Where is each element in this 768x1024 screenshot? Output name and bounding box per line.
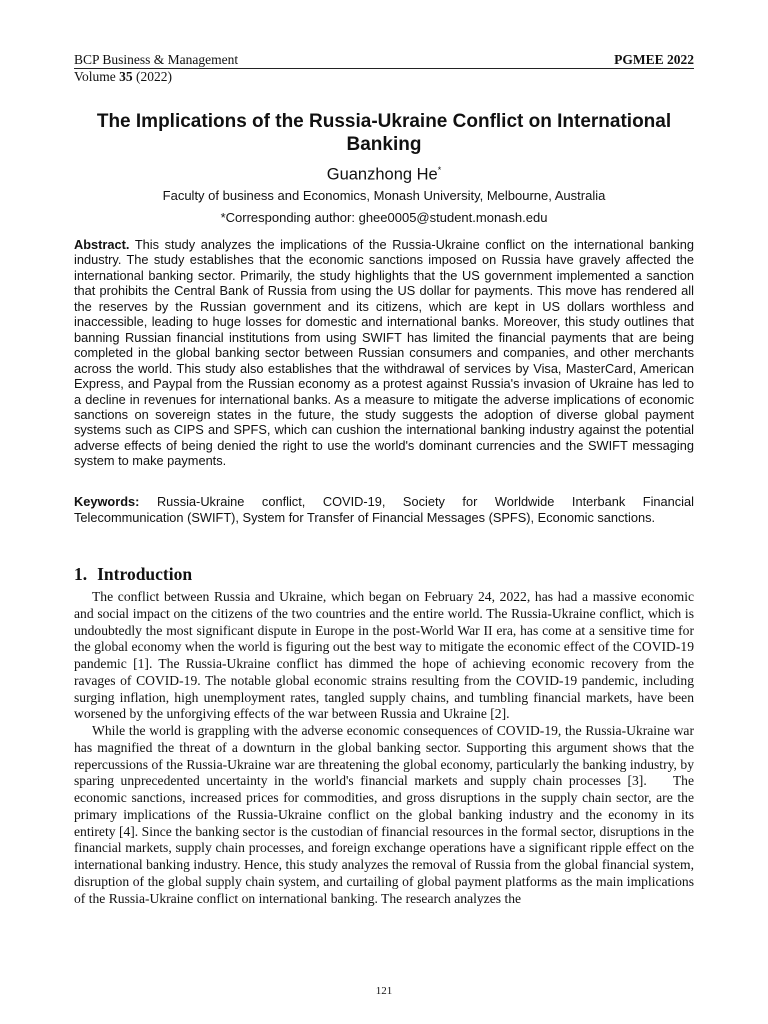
author-name: Guanzhong He (326, 165, 438, 184)
keywords (74, 494, 694, 525)
paper-title: The Implications of the Russia-Ukraine Conflict on International Banking (96, 111, 672, 155)
paragraph: While the world is grappling with the adverse economic consequences of COVID-19, the Russia-Ukraine war has magnified the threat of a downturn in the global banking sector. Supporting this argument shows that the repercussions of the Russia-Ukraine war are threatening the global economy, particularly the banking industry, by sparing unprecedented uncertainty in the world's financial markets and supply chain processes [3]. The economic sanctions, increased prices for commodities, and gross disruptions in the supply chain sector, are the primary implications of the Russia-Ukraine conflict on the global banking industry and the economy in its entirety [4]. Since the banking sector is the custodian of financial resources in the formal sector, disruptions in the financial markets, supply chain processes, and foreign exchange operations have a significant ripple effect on the international banking industry. Hence, this study analyzes the removal of Russia from the global financial system, disruption of the global supply chain system, and curtailing of global payment platforms as the main implications of the Russia-Ukraine conflict on international banking. The research analyzes the (74, 723, 694, 906)
conference-name: PGMEE 2022 (614, 52, 694, 67)
keywords-label: Keywords: (74, 494, 140, 509)
body-text (74, 589, 694, 907)
journal-name: BCP Business & Management (74, 52, 239, 67)
affiliation: Faculty of business and Economics, Monash University, Melbourne, Australia (162, 188, 606, 203)
abstract-text: This study analyzes the implications of the Russia-Ukraine conflict on the international banking industry. The study establishes that the economic sanctions imposed on Russia have gravely affected the international banking sector. Primarily, the study highlights that the US government implemented a sanction that prohibits the Central Bank of Russia from using the US dollar for payments. This move has rendered all the reserves by the Russian government and its citizens, which are kept in US dollars worthless and inaccessible, leading to huge losses for domestic and international banks. Moreover, this study outlines that banning Russian financial institutions from using SWIFT has limited the financial payments that are being completed in the global banking sector between Russian consumers and companies, and other merchants across the world. This study also establishes that the withdrawal of services by Visa, MasterCard, American Express, and Paypal from the Russian economy as a protest against Russia's invasion of Ukraine has led to a decline in revenues for international banks. As a measure to mitigate the adverse implications of economic sanctions on sovereign states in the future, the study suggests the adoption of diverse global payment systems such as CIPS and SPFS, which can cushion the international banking industry against the potential adverse effects of being denied the right to use the world's dominant currencies and the SWIFT messaging system to make payments. (74, 237, 694, 469)
section-title: Introduction (97, 564, 193, 584)
volume-year: (2022) (132, 69, 173, 84)
keywords-text: Russia-Ukraine conflict, COVID-19, Society for Worldwide Interbank Financial Telecommunication (SWIFT), System for Transfer of Financial Messages (SPFS), Economic sanctions. (74, 494, 694, 525)
author-mark: * (437, 165, 442, 175)
running-header (74, 52, 694, 84)
paragraph: The conflict between Russia and Ukraine, which began on February 24, 2022, has had a massive economic and social impact on the citizens of the two countries and the entire world. The Russia-Ukraine conflict, which is undoubtedly the most significant dispute in Europe in the post-World War II era, has come at a sensitive time for the global economy when the world is figuring out the best way to mitigate the economic effect of the COVID-19 pandemic [1]. The Russia-Ukraine conflict has dimmed the hope of achieving economic recovery from the ravages of COVID-19. The notable global economic strains resulting from the COVID-19 pandemic, including surging inflation, high unemployment rates, tangled supply chains, and tumbling financial markets, have been worsened by the unforgiving effects of the war between Russia and Ukraine [2]. (74, 589, 694, 722)
volume-prefix: Volume (74, 69, 120, 84)
author-line (74, 160, 694, 185)
corresponding-author: *Corresponding author: ghee0005@student.monash.edu (220, 210, 548, 225)
section-number: 1. (74, 564, 88, 584)
section-heading (74, 563, 192, 585)
page-number: 121 (375, 985, 393, 997)
abstract (74, 237, 694, 469)
volume-line (74, 69, 694, 84)
volume-number: 35 (119, 69, 133, 84)
abstract-label: Abstract. (74, 237, 130, 252)
